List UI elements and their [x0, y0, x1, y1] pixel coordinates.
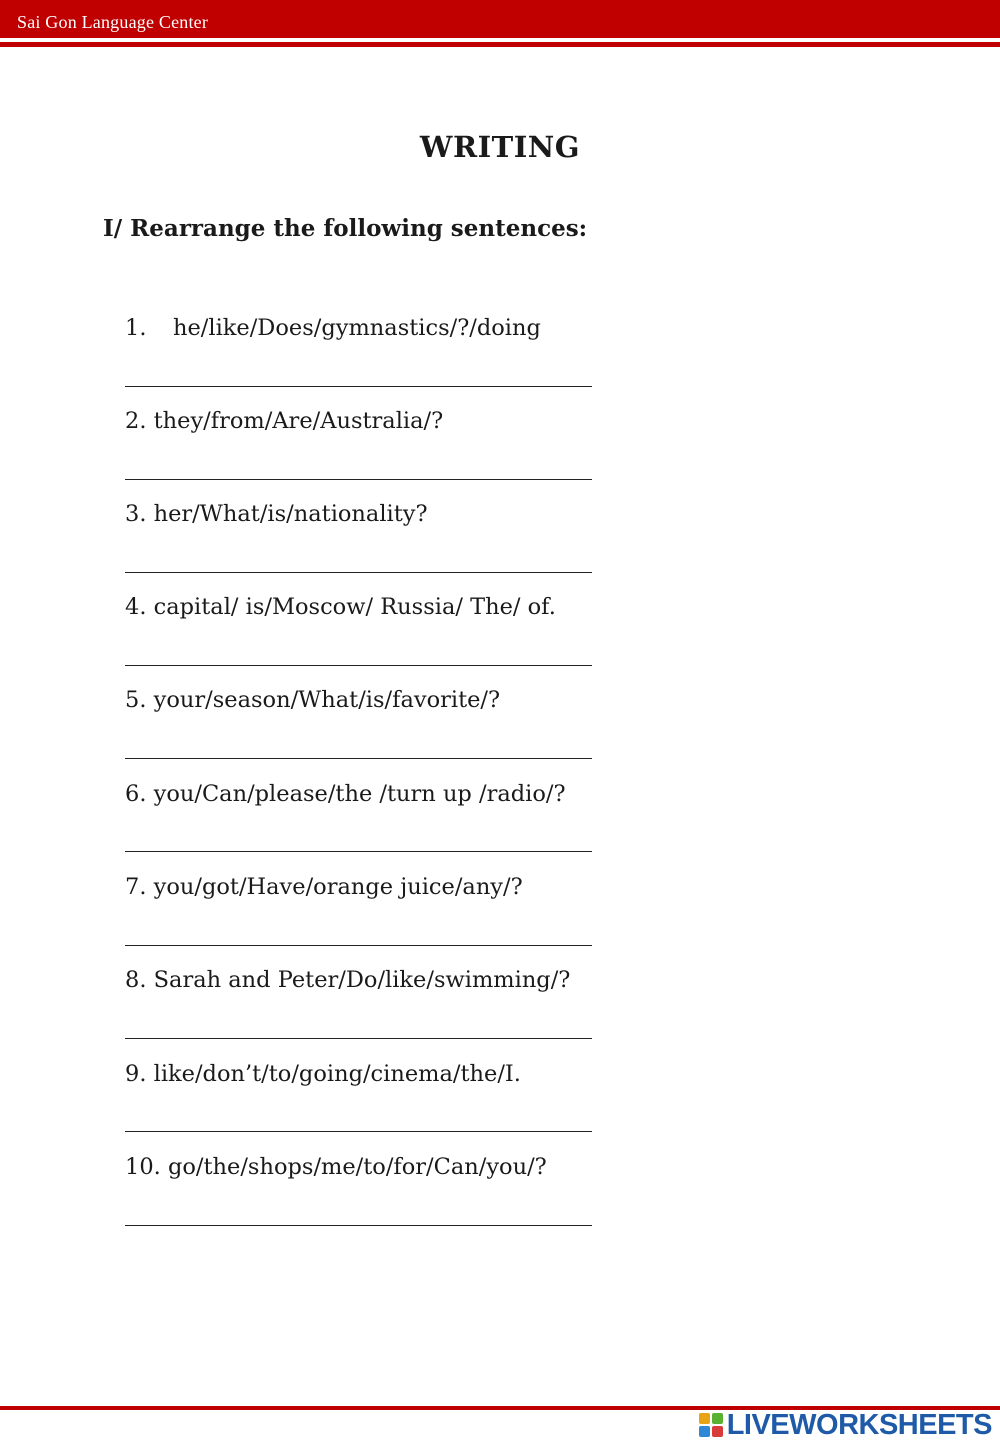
answer-line-10[interactable] [125, 1225, 592, 1226]
question-text: like/don’t/to/going/cinema/the/I. [153, 1061, 521, 1087]
question-text: go/the/shops/me/to/for/Can/you/? [167, 1154, 547, 1180]
question-number: 5. [125, 687, 147, 713]
answer-line-4[interactable] [125, 665, 592, 666]
question-10 [125, 1154, 547, 1180]
header-title: Sai Gon Language Center [17, 12, 209, 32]
question-8 [125, 967, 570, 993]
question-number: 4. [125, 594, 147, 620]
answer-line-7[interactable] [125, 945, 592, 946]
question-5 [125, 687, 500, 713]
question-number: 3. [125, 501, 147, 527]
question-7 [125, 874, 523, 900]
question-6 [125, 781, 566, 807]
question-text: you/Can/please/the /turn up /radio/? [153, 781, 566, 807]
question-number: 1. [125, 315, 147, 341]
answer-line-8[interactable] [125, 1038, 592, 1039]
question-4 [125, 594, 556, 620]
header-rule [0, 42, 1000, 47]
question-number: 10. [125, 1154, 161, 1180]
question-2 [125, 408, 443, 434]
question-text: capital/ is/Moscow/ Russia/ The/ of. [153, 594, 556, 620]
logo-text: LIVEWORKSHEETS [726, 1408, 992, 1441]
question-number: 9. [125, 1061, 147, 1087]
question-text: you/got/Have/orange juice/any/? [153, 874, 523, 900]
question-number: 8. [125, 967, 147, 993]
answer-line-3[interactable] [125, 572, 592, 573]
answer-line-5[interactable] [125, 758, 592, 759]
answer-line-2[interactable] [125, 479, 592, 480]
section-heading: I/ Rearrange the following sentences: [103, 215, 588, 242]
question-9 [125, 1061, 521, 1087]
question-number: 7. [125, 874, 147, 900]
question-3 [125, 501, 428, 527]
question-text: he/like/Does/gymnastics/?/doing [173, 315, 541, 341]
answer-line-9[interactable] [125, 1131, 592, 1132]
header-band [0, 0, 1000, 38]
liveworksheets-logo[interactable] [699, 1410, 992, 1440]
question-number: 2. [125, 408, 147, 434]
liveworksheets-logo-icon [699, 1413, 723, 1437]
page-title: WRITING [419, 130, 581, 164]
question-text: Sarah and Peter/Do/like/swimming/? [153, 967, 571, 993]
question-1 [125, 315, 541, 341]
answer-line-6[interactable] [125, 851, 592, 852]
question-text: they/from/Are/Australia/? [153, 408, 444, 434]
question-text: her/What/is/nationality? [153, 501, 428, 527]
question-text: your/season/What/is/favorite/? [153, 687, 501, 713]
question-number: 6. [125, 781, 147, 807]
answer-line-1[interactable] [125, 386, 592, 387]
